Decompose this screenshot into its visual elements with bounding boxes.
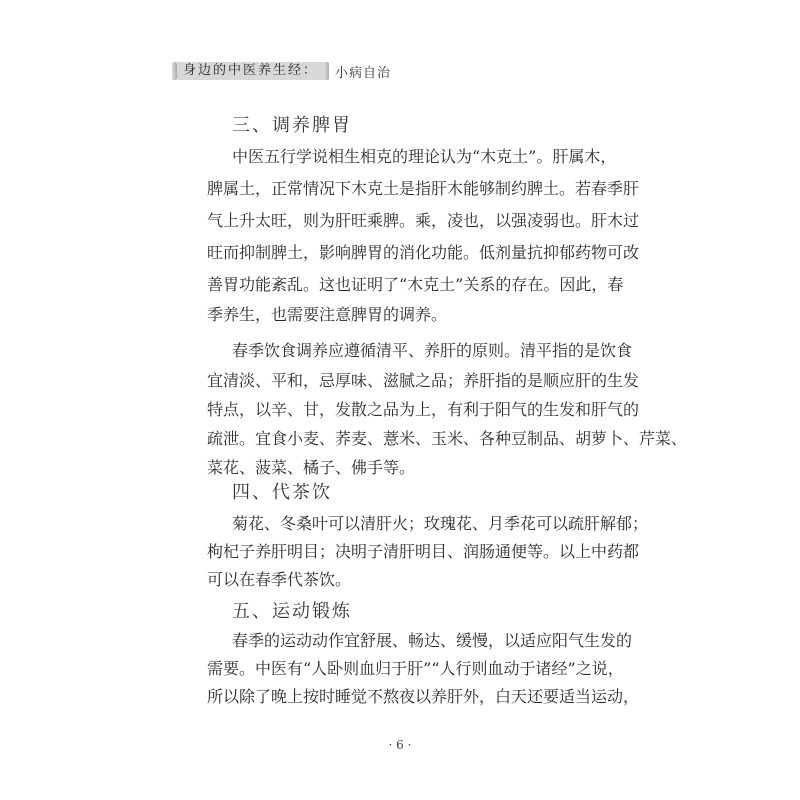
text-line: 特点，以辛、甘，发散之品为上，有利于阳气的生发和肝气的 (207, 400, 640, 419)
text-line: 菜花、菠菜、橘子、佛手等。 (207, 458, 416, 477)
book-title: 身边的中医养生经： (177, 62, 324, 80)
running-header (172, 60, 391, 82)
section-heading: 五、运动锻炼 (232, 601, 352, 622)
text-line: 春季饮食调养应遵循清平、养肝的原则。清平指的是饮食 (232, 341, 633, 360)
header-bracket-right (324, 62, 329, 80)
text-line: 需要。中医有“人卧则血归于肝”“人行则血动于诸经”之说， (207, 659, 624, 678)
page-number: · 6 · (388, 738, 412, 752)
text-line: 季养生，也需要注意脾胃的调养。 (207, 305, 448, 324)
text-line: 可以在春季代茶饮。 (207, 570, 352, 589)
text-line: 宜清淡、平和，忌厚味、滋腻之品；养肝指的是顺应肝的生发 (207, 371, 640, 390)
text-line: 春季的运动动作宜舒展、畅达、缓慢，以适应阳气生发的 (232, 631, 633, 650)
text-line: 枸杞子养肝明目；决明子清肝明目、润肠通便等。以上中药都 (207, 542, 640, 561)
text-line: 菊花、冬桑叶可以清肝火；玫瑰花、月季花可以疏肝解郁； (232, 514, 649, 533)
section-heading: 三、调养脾胃 (232, 115, 352, 136)
text-line: 中医五行学说相生相克的理论认为“木克土”。肝属木， (232, 147, 617, 166)
text-line: 所以除了晚上按时睡觉不熬夜以养肝外，白天还要适当运动， (207, 687, 640, 706)
text-line: 善胃功能紊乱。这也证明了“木克土”关系的存在。因此，春 (207, 275, 624, 294)
text-line: 气上升太旺，则为肝旺乘脾。乘，凌也，以强凌弱也。肝木过 (207, 211, 640, 230)
text-line: 脾属土，正常情况下木克土是指肝木能够制约脾土。若春季肝 (207, 179, 640, 198)
text-line: 旺而抑制脾土，影响脾胃的消化功能。低剂量抗抑郁药物可改 (207, 243, 640, 262)
chapter-title: 小病自治 (335, 65, 392, 81)
section-heading: 四、代茶饮 (232, 482, 332, 503)
text-line: 疏泄。宜食小麦、荞麦、薏米、玉米、各种豆制品、胡萝卜、芹菜、 (207, 429, 688, 448)
